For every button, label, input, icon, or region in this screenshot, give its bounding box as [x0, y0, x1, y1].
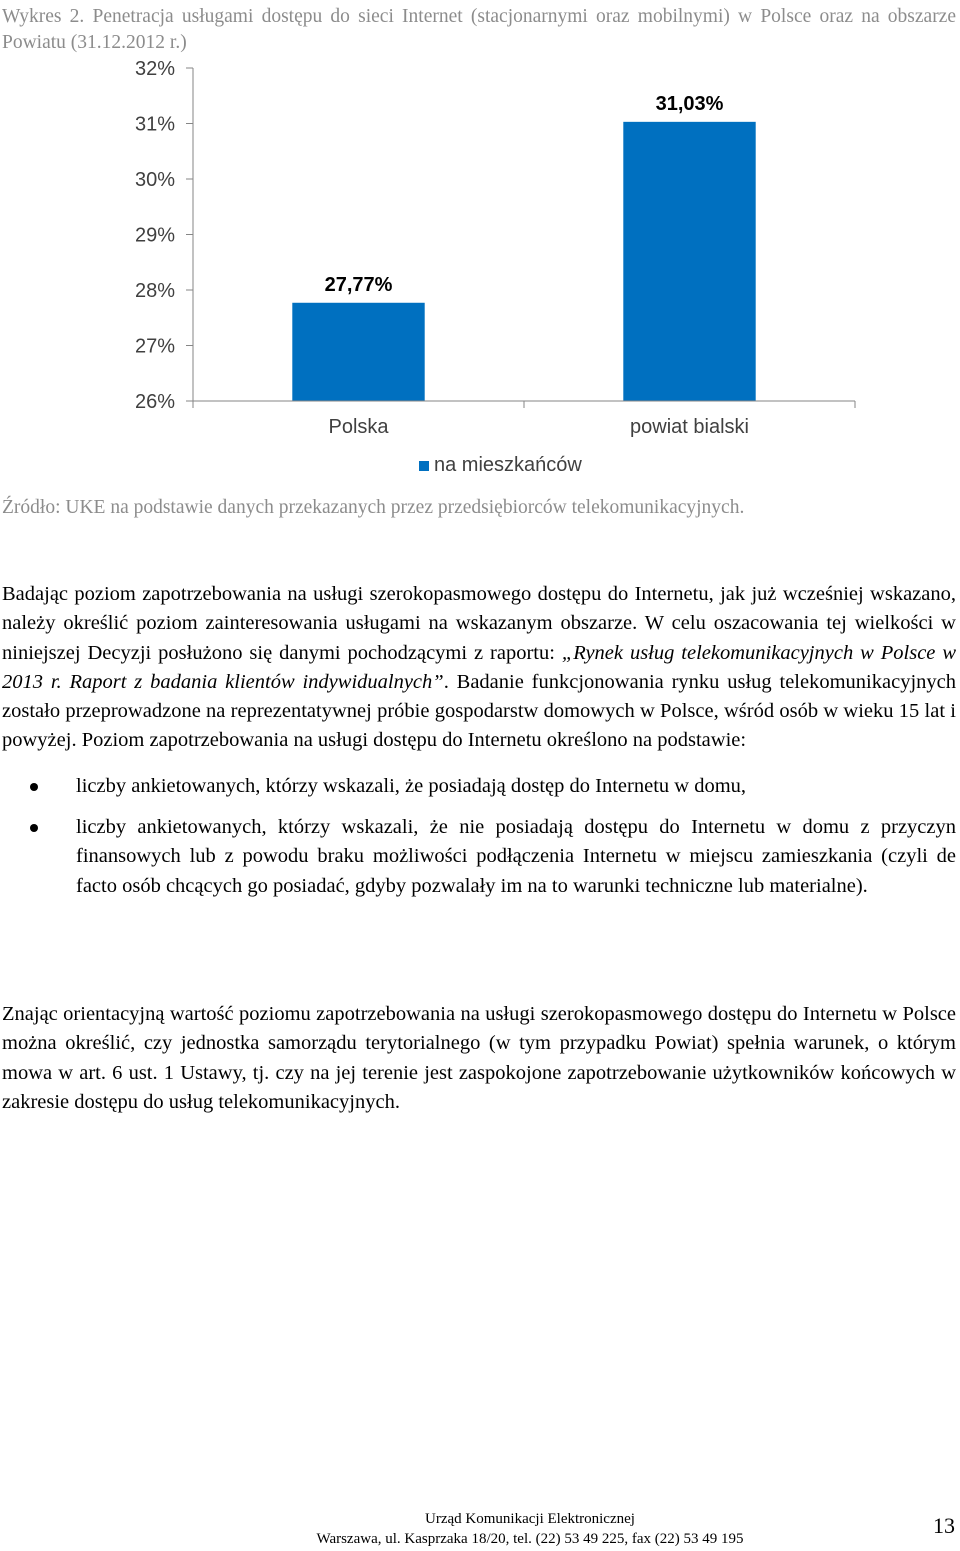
- x-tick-label: powiat bialski: [630, 416, 749, 438]
- source-note: Źródło: UKE na podstawie danych przekazanych przez przedsiębiorców telekomunikacyjnych.: [2, 497, 745, 518]
- footer-text: [180, 1509, 880, 1549]
- legend-swatch: [419, 461, 429, 471]
- bar: [292, 303, 424, 401]
- bars: [292, 93, 755, 401]
- y-tick-label: 26%: [134, 391, 175, 413]
- y-tick-label: 31%: [134, 113, 175, 136]
- paragraph-1-text-b: . Badanie funkcjonowania rynku usług telekomunikacyjnych zostało przeprowadzone na reprezentatywnej próbie gospodarstw domowych w Polsce, wśród osób w wieku 15 lat i powyżej. Poziom zapotrzebowania na usługi dostępu do Internetu określono na podstawie:: [2, 670, 956, 752]
- bar-chart: [0, 55, 900, 485]
- bullet-icon: [30, 783, 38, 791]
- paragraph-2: Znając orientacyjną wartość poziomu zapotrzebowania na usługi szerokopasmowego dostępu do Internetu w Polsce można określić, czy jednostka samorządu terytorialnego (w tym przypadku Powiat) spełnia warunek, o którym mowa w art. 6 ust. 1 Ustawy, tj. czy na jej terenie jest zaspokojone zapotrzebowanie użytkowników końcowych w zakresie dostępu do usług telekomunikacyjnych.: [2, 1003, 956, 1113]
- y-tick-label: 29%: [134, 224, 175, 247]
- footer-line-1: Urząd Komunikacji Elektronicznej: [425, 1511, 635, 1527]
- y-tick-label: 27%: [134, 335, 175, 358]
- bullet-list: [2, 772, 956, 901]
- bar: [623, 122, 755, 401]
- list-item: liczby ankietowanych, którzy wskazali, że posiadają dostęp do Internetu w domu,: [2, 772, 956, 801]
- bullet-icon: [30, 824, 38, 832]
- paragraph-1-text-a: Badając poziom zapotrzebowania na usługi szerokopasmowego dostępu do Internetu, jak już wcześniej wskazano, należy określić poziom zainteresowania usługami na wskazanym obszarze. W celu oszacowania tej wielkości w niniejszej Decyzji posłużono się danymi pochodzącymi z raportu:: [2, 583, 956, 664]
- data-label: 27,77%: [324, 273, 393, 296]
- x-tick-label: Polska: [328, 416, 389, 438]
- data-label: 31,03%: [655, 92, 724, 115]
- legend-label: na mieszkańców: [434, 454, 582, 476]
- y-tick-label: 32%: [134, 58, 175, 80]
- paragraph-1: [2, 580, 956, 901]
- y-tick-label: 28%: [134, 280, 175, 302]
- list-item: liczby ankietowanych, którzy wskazali, że nie posiadają dostępu do Internetu w domu z przyczyn finansowych lub z powodu braku możliwości podłączenia Internetu w miejscu zamieszkania (czyli de facto osób chcących go posiadać, gdyby pozwalały im na to warunki techniczne lub materialne).: [2, 813, 956, 901]
- report-title: „Rynek usług telekomunikacyjnych w Polsce w 2013 r. Raport z badania klientów indywidualnych”: [2, 641, 957, 693]
- y-axis: [135, 58, 193, 413]
- x-axis: [193, 401, 855, 438]
- footer-line-2: Warszawa, ul. Kasprzaka 18/20, tel. (22) 53 49 225, fax (22) 53 49 195: [316, 1531, 744, 1547]
- legend: [419, 454, 582, 476]
- page-number: 13: [933, 1513, 955, 1538]
- figure-caption: Wykres 2. Penetracja usługami dostępu do sieci Internet (stacjonarnymi oraz mobilnymi) w Polsce oraz na obszarze Powiatu (31.12.2012 r.): [2, 6, 956, 53]
- y-tick-label: 30%: [134, 169, 175, 191]
